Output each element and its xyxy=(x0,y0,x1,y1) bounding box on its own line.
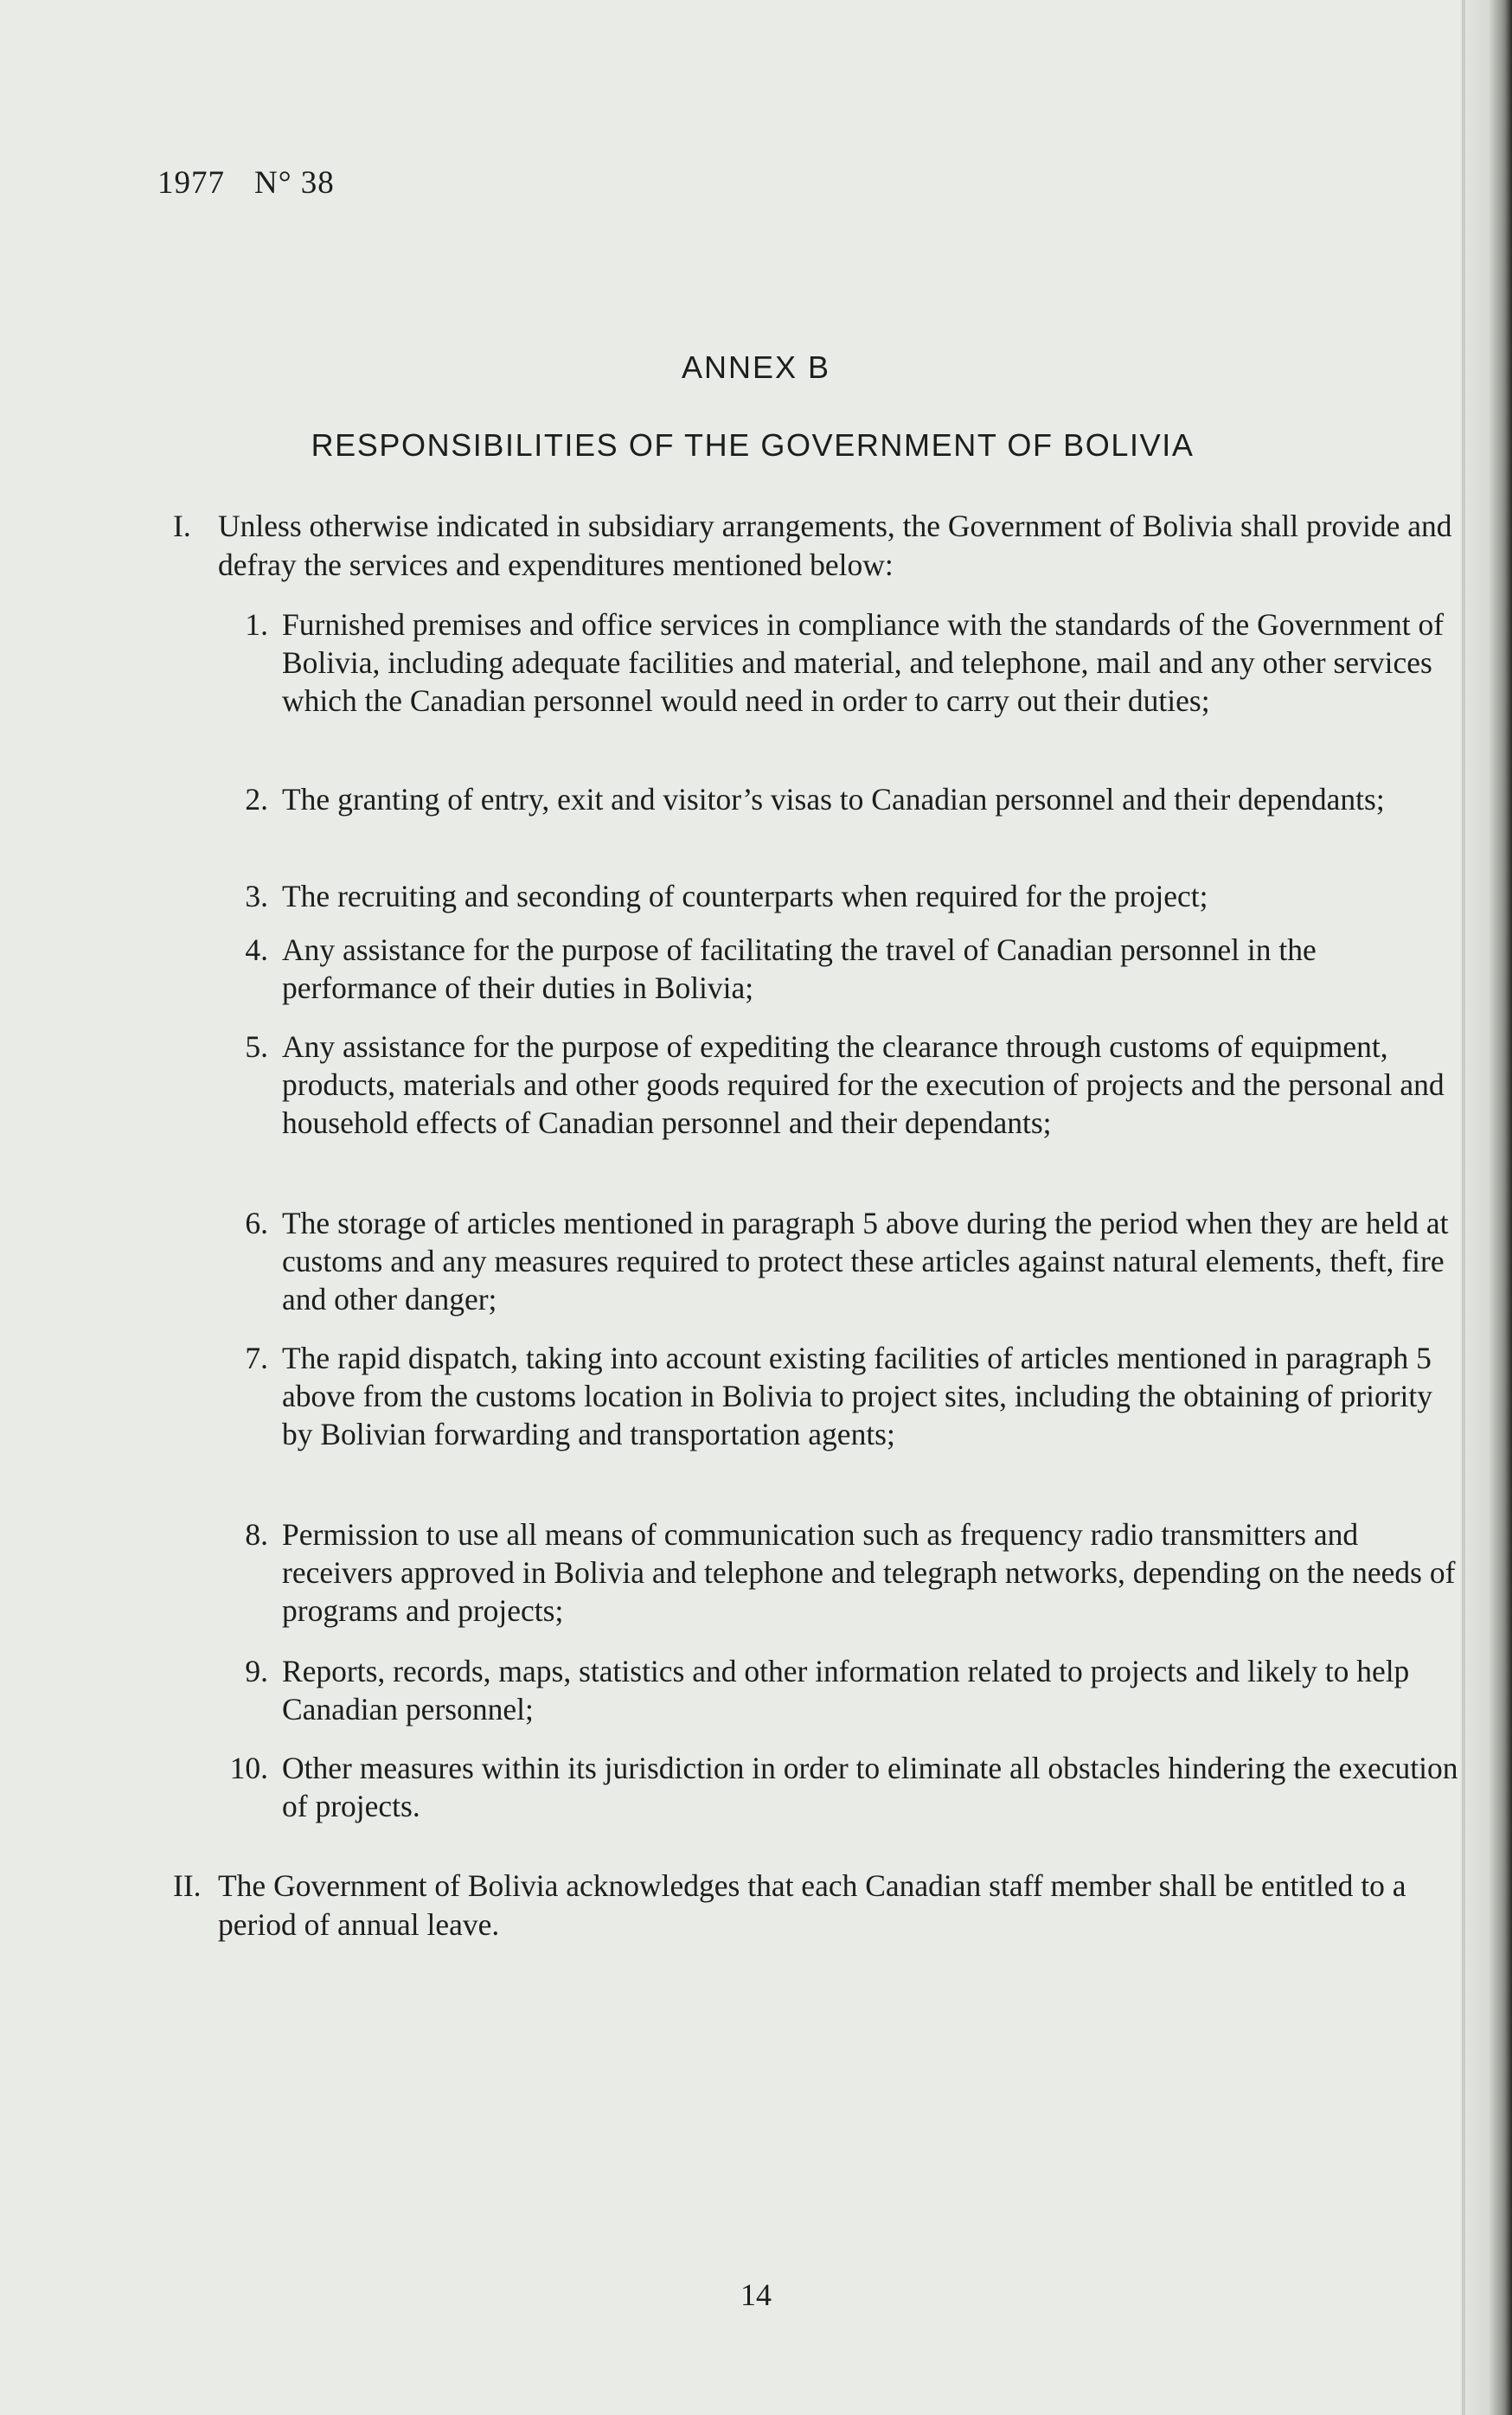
section-number: I. xyxy=(173,509,191,543)
section-ii xyxy=(173,1867,1470,1944)
section-text: Unless otherwise indicated in subsidiary arrangements, the Government of Bolivia shall provide and defray the services and expenditures mentioned below: xyxy=(218,509,1452,582)
section-number: II. xyxy=(173,1868,202,1903)
list-item-4 xyxy=(199,931,1470,1007)
list-item-7 xyxy=(199,1339,1470,1453)
section-text: The Government of Bolivia acknowledges that each Canadian staff member shall be entitled to a period of annual leave. xyxy=(218,1868,1406,1942)
item-number: 3. xyxy=(245,879,268,913)
item-text: Any assistance for the purpose of facilitating the travel of Canadian personnel in the performance of their duties in Bolivia; xyxy=(282,932,1317,1005)
item-number: 4. xyxy=(245,932,268,967)
item-text: Permission to use all means of communication such as frequency radio transmitters and receivers approved in Bolivia and telephone and telegraph networks, depending on the needs of programs and projects; xyxy=(282,1517,1456,1628)
item-number: 2. xyxy=(245,782,268,817)
item-text: Other measures within its jurisdiction in order to eliminate all obstacles hindering the execution of projects. xyxy=(282,1751,1458,1823)
list-item-5 xyxy=(199,1028,1470,1142)
item-text: The storage of articles mentioned in paragraph 5 above during the period when they are held at customs and any measures required to protect these articles against natural elements, theft, fire and other danger; xyxy=(282,1206,1449,1316)
item-number: 5. xyxy=(245,1029,268,1064)
item-text: The granting of entry, exit and visitor’s visas to Canadian personnel and their dependants; xyxy=(282,782,1385,817)
annex-title: ANNEX B xyxy=(681,349,831,385)
item-number: 7. xyxy=(245,1341,268,1375)
item-number: 9. xyxy=(245,1654,268,1688)
annex-subtitle: RESPONSIBILITIES OF THE GOVERNMENT OF BOLIVIA xyxy=(311,427,1195,463)
list-item-10 xyxy=(199,1749,1470,1825)
list-item-2 xyxy=(199,780,1470,818)
page-number: 14 xyxy=(740,2277,772,2312)
list-item-1 xyxy=(199,605,1470,720)
document-header xyxy=(157,164,364,202)
item-text: The recruiting and seconding of counterparts when required for the project; xyxy=(282,879,1208,913)
header-number: N° 38 xyxy=(254,165,335,201)
item-text: The rapid dispatch, taking into account existing facilities of articles mentioned in paragraph 5 above from the customs location in Bolivia to project sites, including the obtaining of priority by Bolivian forwarding and transportation agents; xyxy=(282,1341,1433,1451)
item-text: Reports, records, maps, statistics and other information related to projects and likely to help Canadian personnel; xyxy=(282,1654,1410,1726)
list-item-3 xyxy=(199,877,1470,915)
item-text: Furnished premises and office services in compliance with the standards of the Government of Bolivia, including adequate facilities and material, and telephone, mail and any other services which the Canadian personnel would need in order to carry out their duties; xyxy=(282,607,1445,718)
header-year: 1977 xyxy=(157,165,225,201)
item-number: 10. xyxy=(229,1751,268,1785)
item-number: 1. xyxy=(245,607,268,642)
item-number: 8. xyxy=(245,1517,268,1552)
list-item-9 xyxy=(199,1652,1470,1728)
item-number: 6. xyxy=(245,1206,268,1240)
section-i xyxy=(173,507,1470,585)
list-item-6 xyxy=(199,1204,1470,1318)
item-text: Any assistance for the purpose of expediting the clearance through customs of equipment, products, materials and other goods required for the execution of projects and the personal and household effects of Canadian personnel and their dependants; xyxy=(282,1029,1445,1140)
list-item-8 xyxy=(199,1515,1470,1630)
